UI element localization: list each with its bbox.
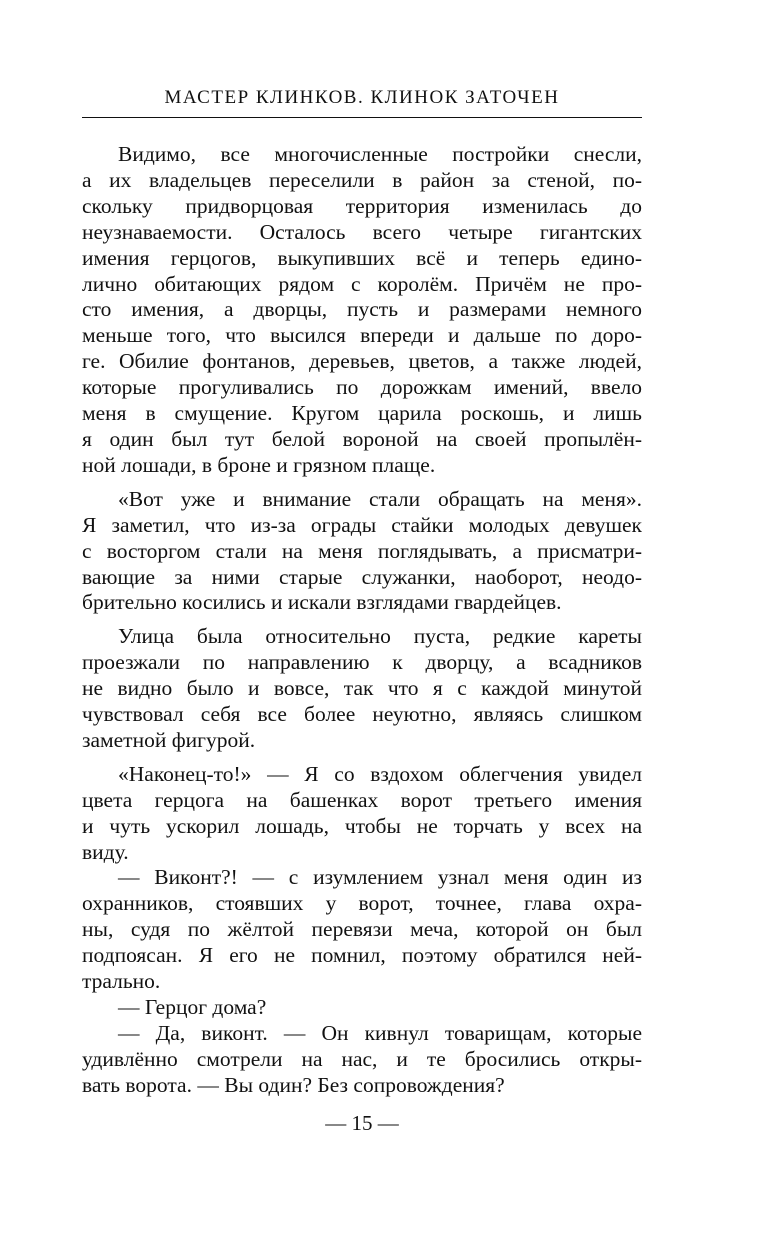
text-line: подпоясан. Я его не помнил, поэтому обратился ней-	[82, 943, 642, 968]
text-line: охранников, стоявших у ворот, точнее, глава охра-	[82, 891, 642, 916]
text-line: и чуть ускорил лошадь, чтобы не торчать у всех на	[82, 813, 642, 838]
paragraph	[82, 624, 642, 754]
text-line: Улица была относительно пуста, редкие кареты	[118, 624, 642, 649]
paragraph	[82, 487, 642, 617]
text-line: — Герцог дома?	[118, 995, 267, 1019]
text-line: вать ворота. — Вы один? Без сопровождения?	[82, 1072, 505, 1097]
text-line: имения герцогов, выкупивших всё и теперь едино-	[82, 245, 642, 270]
text-line: виду.	[82, 839, 129, 864]
text-line: которые прогуливались по дорожкам имений, ввело	[82, 375, 642, 400]
text-line: удивлённо смотрели на нас, и те бросились откры-	[82, 1046, 642, 1071]
text-line: вающие за ними старые служанки, наоборот, неодо-	[82, 564, 642, 589]
text-line: неузнаваемости. Осталось всего четыре гигантских	[82, 219, 642, 244]
body-text	[82, 142, 642, 1099]
text-line: чувствовал себя все более неуютно, являясь слишком	[82, 702, 642, 727]
text-line: проезжали по направлению к дворцу, а всадников	[82, 650, 642, 675]
running-head: МАСТЕР КЛИНКОВ. КЛИНОК ЗАТОЧЕН	[164, 87, 560, 108]
text-line: я один был тут белой вороной на своей пропылён-	[82, 426, 642, 451]
paragraph	[82, 762, 642, 866]
text-line: трально.	[82, 969, 161, 994]
text-line: «Наконец-то!» — Я со вздохом облегчения увидел	[118, 761, 642, 786]
text-line: Я заметил, что из-за ограды стайки молодых девушек	[82, 512, 642, 537]
text-line: с восторгом стали на меня поглядывать, а присматри-	[82, 538, 642, 563]
text-line: цвета герцога на башенках ворот третьего имения	[82, 787, 642, 812]
text-line: — Виконт?! — с изумлением узнал меня один из	[118, 865, 642, 890]
text-line: Видимо, все многочисленные постройки снесли,	[118, 142, 642, 166]
page-number: — 15 —	[325, 1111, 399, 1135]
text-line: меня в смущение. Кругом царила роскошь, и лишь	[82, 401, 642, 426]
paragraph	[82, 142, 642, 479]
header-rule	[82, 117, 642, 118]
text-line: — Да, виконт. — Он кивнул товарищам, которые	[118, 1020, 642, 1045]
text-line: ге. Обилие фонтанов, деревьев, цветов, а также людей,	[82, 349, 642, 374]
text-line: скольку придворцовая территория изменилась до	[82, 193, 642, 218]
paragraph	[82, 995, 642, 1021]
text-line: ной лошади, в броне и грязном плаще.	[82, 452, 436, 477]
text-line: лично обитающих рядом с королём. Причём не про-	[82, 271, 642, 296]
text-line: меньше того, что высился впереди и дальше по доро-	[82, 323, 642, 348]
paragraph	[82, 865, 642, 995]
text-line: сто имения, а дворцы, пусть и размерами немного	[82, 297, 642, 322]
text-line: брительно косились и искали взглядами гвардейцев.	[82, 590, 562, 615]
text-line: не видно было и вовсе, так что я с каждой минутой	[82, 676, 642, 701]
paragraph	[82, 1021, 642, 1099]
text-line: а их владельцев переселили в район за стеной, по-	[82, 167, 642, 192]
text-line: ны, судя по жёлтой перевязи меча, которой он был	[82, 917, 642, 942]
text-line: заметной фигурой.	[82, 727, 256, 752]
text-line: «Вот уже и внимание стали обращать на меня».	[118, 486, 642, 511]
